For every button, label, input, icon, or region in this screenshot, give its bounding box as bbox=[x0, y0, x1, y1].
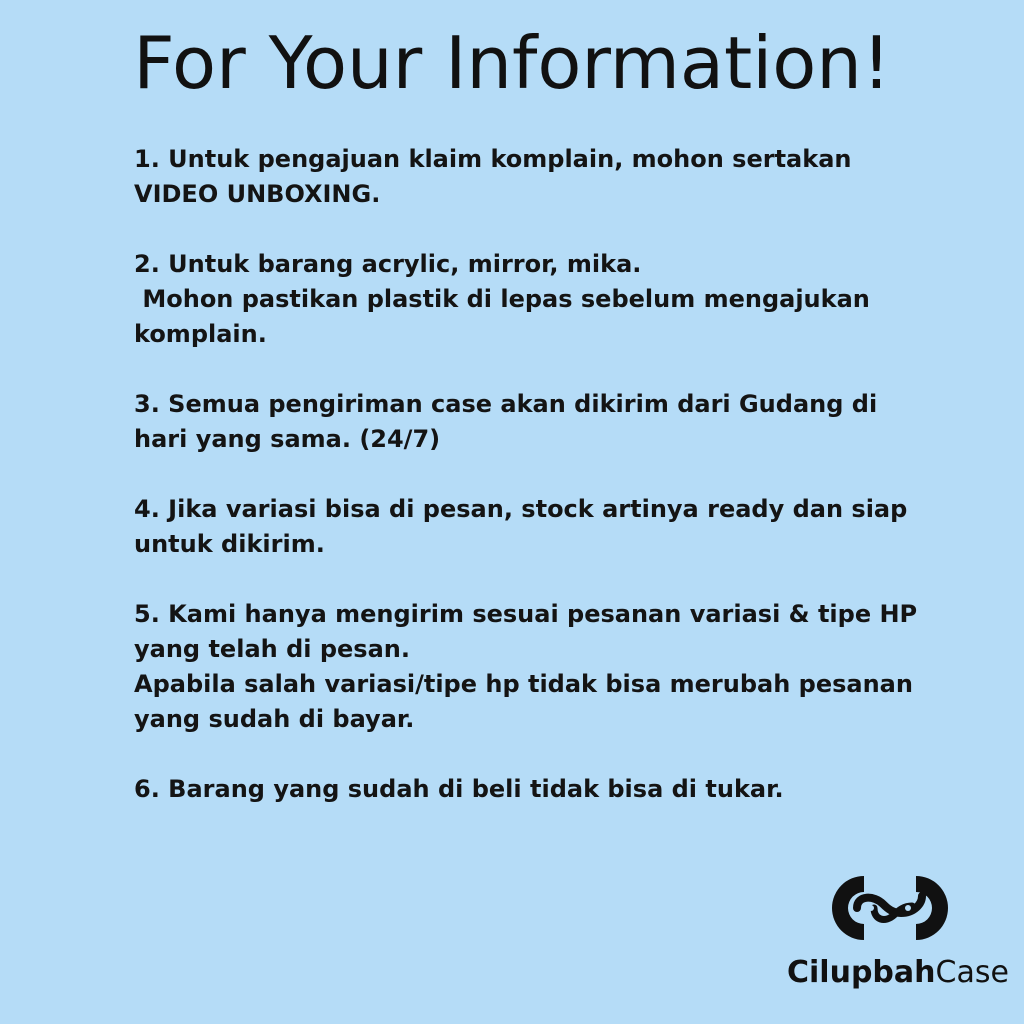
info-item-3 bbox=[134, 387, 994, 457]
brand-name-bold: Cilupbah bbox=[787, 955, 936, 990]
info-item-5 bbox=[134, 597, 994, 737]
info-item-4-line-2: untuk dikirim. bbox=[134, 530, 325, 558]
info-item-2-line-2: Mohon pastikan plastik di lepas sebelum mengajukan bbox=[134, 285, 870, 313]
info-item-1-line-1: 1. Untuk pengajuan klaim komplain, mohon sertakan bbox=[134, 145, 852, 173]
info-item-4 bbox=[134, 492, 994, 562]
info-item-1 bbox=[134, 142, 994, 212]
info-item-5-line-1: 5. Kami hanya mengirim sesuai pesanan variasi & tipe HP bbox=[134, 600, 918, 628]
info-item-5-line-4: yang sudah di bayar. bbox=[134, 705, 415, 733]
info-item-2 bbox=[134, 247, 994, 352]
info-item-3-line-1: 3. Semua pengiriman case akan dikirim dari Gudang di bbox=[134, 390, 878, 418]
brand-name bbox=[787, 955, 1009, 991]
brand-name-regular: Case bbox=[935, 955, 1009, 990]
brand-logo bbox=[780, 860, 1009, 1010]
info-item-1-line-2: VIDEO UNBOXING. bbox=[134, 180, 381, 208]
info-item-6 bbox=[134, 772, 994, 807]
info-list bbox=[134, 142, 994, 842]
info-item-3-line-2: hari yang sama. (24/7) bbox=[134, 425, 441, 453]
info-item-2-line-1: 2. Untuk barang acrylic, mirror, mika. bbox=[134, 250, 642, 278]
page-title: For Your Information! bbox=[133, 21, 891, 105]
info-item-4-line-1: 4. Jika variasi bisa di pesan, stock artinya ready dan siap bbox=[134, 495, 908, 523]
info-item-6-line-1: 6. Barang yang sudah di beli tidak bisa di tukar. bbox=[134, 775, 784, 803]
info-item-5-line-3: Apabila salah variasi/tipe hp tidak bisa merubah pesanan bbox=[134, 670, 913, 698]
info-item-2-line-3: komplain. bbox=[134, 320, 267, 348]
info-item-5-line-2: yang telah di pesan. bbox=[134, 635, 410, 663]
cilupbah-case-logo-icon bbox=[824, 868, 954, 948]
